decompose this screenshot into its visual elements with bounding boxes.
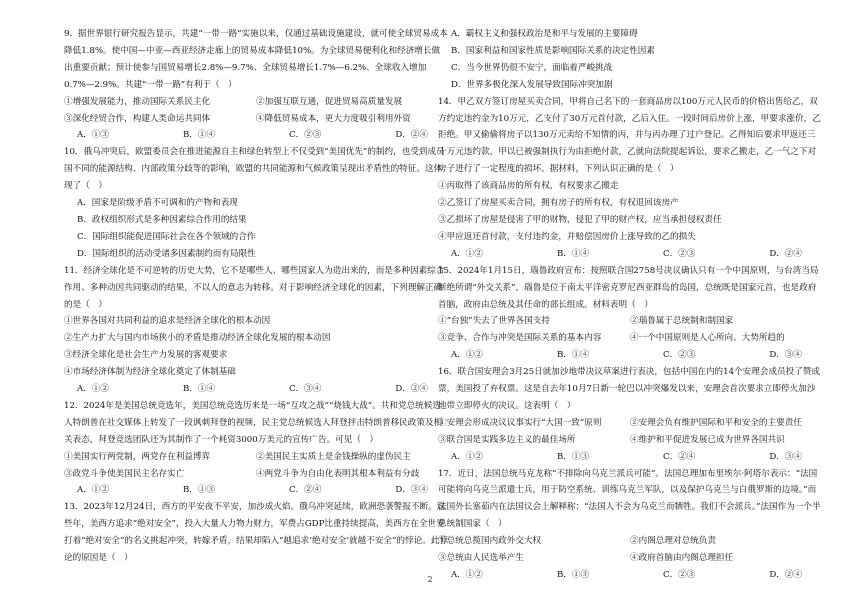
statement-row xyxy=(438,415,822,432)
statement-row xyxy=(64,449,448,466)
answer-option: C．②④ xyxy=(289,485,322,496)
statement-row xyxy=(64,466,448,483)
statement-item: ②瑙鲁属于总统制和制国家 xyxy=(630,316,734,327)
answer-choice: B．国家利益和国家性质是影响国际关系的决定性因素 xyxy=(451,45,655,56)
answer-option: A．①③ xyxy=(77,130,109,141)
question-text: 12．2024年是美国总统竞选年，美国总统竞选历来是一场“互攻之战”“烧钱大战”。共和党总统候选人特朗普在社交媒体上转发了一段讽刺拜登的视频，民主党总统候选人拜登抨击特朗普移民政策及相关表态，拜登竞选团队还为其制作了一个耗资3000万美元的宣传广告。可见（ ） xyxy=(64,400,443,445)
answer-option: D．②④ xyxy=(395,384,428,395)
answer-choice: D．国际组织的活动受诸多因素制约而有局限性 xyxy=(77,248,256,259)
statement-item: ④维护和平促进发展已成为世界各国共识 xyxy=(630,434,785,445)
statement-item: ④政府首脑由内阁总理担任 xyxy=(630,553,734,564)
question-text: ③乙损坏了房屋是侵害了甲的财物，侵犯了甲的财产权，应当承担侵权责任 xyxy=(438,214,722,225)
answer-options-row xyxy=(64,482,448,499)
question-text: 11．经济全球化是不可逆转的历史大势，它不是哪些人、哪些国家人为造出来的，而是多种因素综合作用、多种动因共同驱动的结果，不以人的意志为转移。对于影响经济全球化的因素，下列理解正确的是（ ） xyxy=(64,265,445,310)
answer-option: C．②③ xyxy=(663,570,696,580)
answer-option: C．②④ xyxy=(663,451,696,462)
question-text: ①世界各国对共同利益的追求是经济全球化的根本动因 xyxy=(64,316,271,327)
answer-choice: C．国际组织能促进国际社会在各个领域的合作 xyxy=(77,231,256,242)
statement-item: ③政党斗争使美国民主名存实亡 xyxy=(64,468,185,479)
answer-option: B．①④ xyxy=(182,130,216,141)
left-column xyxy=(64,26,448,567)
statement-row xyxy=(438,432,822,449)
answer-option: B．①④ xyxy=(556,350,590,361)
question-text: 10．俄乌冲突后，欧盟委员会在推进能源自主和绿色转型上不仅受到“美国优先”的制约，也受到成员国不同的能源结构、内部政策分歧等的影响，欧盟的共同能源和气候政策呈现出矛盾性的特征。这体现了（ ） xyxy=(64,147,445,192)
answer-option: B．①④ xyxy=(182,384,216,395)
question-text: ②生产力扩大与国内市场狭小的矛盾是推动经济全球化发展的根本动因 xyxy=(64,333,331,344)
answer-option: A．①② xyxy=(451,451,483,462)
answer-option: A．①② xyxy=(451,248,483,259)
statement-item: ①“台独”失去了世界各国支持 xyxy=(438,316,550,327)
question-text: ①丙取得了该商品房的所有权，有权要求乙搬走 xyxy=(438,181,619,192)
statement-item: ③竞争、合作与冲突是国际关系的基本内容 xyxy=(438,333,602,344)
question-text: ③经济全球化是社会生产力发展的客观要求 xyxy=(64,350,228,361)
answer-choice: A．霸权主义和强权政治是和平与发展的主要障碍 xyxy=(451,29,638,39)
statement-item: ①安理会形成决议议事实行“大国一致”原则 xyxy=(438,417,602,428)
statement-item: ①美国实行两党制，两党存在利益博弈 xyxy=(64,451,211,462)
question-text: ②乙签订了房屋买卖合同，拥有房子的所有权，有权退回该房产 xyxy=(438,198,679,209)
right-column xyxy=(438,26,822,584)
answer-option: D．②④ xyxy=(395,130,428,141)
statement-item: ④两党斗争为自由化表明其根本利益有分歧 xyxy=(256,468,420,479)
statement-row xyxy=(438,550,822,567)
question-text: ④市场经济体制为经济全球化奠定了体制基础 xyxy=(64,367,236,378)
answer-options-row xyxy=(64,381,448,398)
answer-option: D．③④ xyxy=(395,485,428,496)
statement-item: ②美国民主实质上是金钱操纵的虚伪民主 xyxy=(256,451,411,462)
answer-option: B．①③ xyxy=(556,570,590,580)
statement-row xyxy=(64,111,448,128)
answer-option: A．①② xyxy=(451,350,483,361)
statement-item: ②加强互联互通，促进贸易高质量发展 xyxy=(256,96,403,107)
statement-row xyxy=(438,313,822,330)
statement-item: ④一个中国原则是人心所向、大势所趋的 xyxy=(630,333,785,344)
question-text: 16．联合国安理会3月25日就加沙地带决议草案进行表决，包括中国在内的14个安理会成员投了赞成票，美国投了弃权票。这是自去年10月7日新一轮巴以冲突爆发以来，安理会首次要求立即停火加沙地带立即停火的决议。这表明（ ） xyxy=(438,367,821,411)
answer-choice: C．当今世界仍很不安宁，面临着严峻挑战 xyxy=(451,62,613,73)
answer-choice: A．国家是阶级矛盾不可调和的产物和表现 xyxy=(77,198,238,209)
question-text: ④甲应返还首付款，支付违约金，并赔偿因房价上涨导致的乙的损失 xyxy=(438,231,696,242)
answer-options-row xyxy=(438,449,822,466)
answer-option: A．①② xyxy=(77,485,109,496)
question-text: 14．甲乙双方签订房屋买卖合同，甲将自己名下的一套商品房以100万元人民币的价格出售给乙，双方约定违约金为10万元，乙支付了30万元首付款，乙后入住。一段时间后房价上涨，甲要求涨价，乙拒绝。甲又偷偷将房子以130万元卖给不知情的丙，并与丙办理了过户登记。乙得知后要求甲返还三十万元违约款，甲以已被强制执行为由拒绝付款，乙就向法院提起诉讼，要求乙搬走，乙一气之下对房子进行了一定程度的损坏。据材料，下列认识正确的是（ ） xyxy=(438,96,821,175)
answer-option: C．②③ xyxy=(663,248,696,259)
statement-item: ②安理会负有维护国际和平和安全的主要责任 xyxy=(630,417,802,428)
statement-item: ③深化经贸合作，构建人类命运共同体 xyxy=(64,113,211,124)
answer-option: B．①③ xyxy=(182,485,216,496)
answer-option: A．①② xyxy=(77,384,109,395)
answer-option: C．②③ xyxy=(289,130,322,141)
question-text: 17．近日，法国总统马克龙称“不排除向乌克兰派兵可能”。法国总理加布里埃尔·阿塔尔表示：“法国可能将向乌克兰派遣士兵，用于防空系统、训练乌克兰军队，以及保护乌克兰与白俄罗斯的边境。”而法国外长塞茹内在法国议会上解释称：“法国人不会为乌克兰而牺牲。我们不会派兵。”法国作为一个半总统制国家（ ） xyxy=(438,468,821,530)
answer-choice: B．政权组织形式是多种因素综合作用的结果 xyxy=(77,214,247,225)
statement-row xyxy=(64,94,448,111)
question-text: 15．2024年1月15日，瑙鲁政府宣布：按照联合国2758号决议确认只有一个中国原则，与台湾当局断绝所谓“外交关系”，瑙鲁是位于南太平洋密克罗尼西亚群岛的岛国，总统既是国家元首，也是政府首脑，政府由总统及其任命的部长组成。材料表明（ ） xyxy=(438,265,819,310)
statement-item: ③总统由人民选举产生 xyxy=(438,553,524,564)
statement-item: ①总统总揽国内政外交大权 xyxy=(438,536,542,547)
answer-option: D．②④ xyxy=(769,570,802,580)
answer-options-row xyxy=(438,347,822,364)
answer-option: D．③④ xyxy=(769,350,802,361)
answer-option: D．②④ xyxy=(769,248,802,259)
answer-option: A．①② xyxy=(451,570,483,580)
statement-item: ④降低贸易成本，更大力度吸引利用外资 xyxy=(256,113,411,124)
statement-row xyxy=(438,533,822,550)
statement-item: ③联合国是实践多边主义的最佳场所 xyxy=(438,434,576,445)
answer-option: D．③④ xyxy=(769,451,802,462)
answer-choice: D．世界多极化深入发展导致国际冲突加剧 xyxy=(451,79,613,90)
page-number: 2 xyxy=(427,575,433,584)
answer-option: C．②③ xyxy=(663,350,696,361)
answer-options-row xyxy=(64,127,448,144)
answer-option: B．①④ xyxy=(556,248,590,259)
statement-item: ②内阁总理对总统负责 xyxy=(630,536,716,547)
question-text: 13．2023年12月24日，西方的平安夜不平安，加沙成火焰。俄乌冲突延续，欧洲恐袭警报不断。这些年，美西方追求“绝对安全”，投入大量人力物力财力，军费占GDP比重持续提高，美西方在全世界打着“绝对安全”的名义挑起冲突，转嫁矛盾，结果却陷入“越追求‘绝对安全’就越不安全”的悖论。此悖论的原因是（ ） xyxy=(64,502,448,564)
answer-option: C．③④ xyxy=(289,384,322,395)
statement-row xyxy=(438,330,822,347)
answer-option: B．①③ xyxy=(556,451,590,462)
question-text: 9．据世界银行研究报告显示，共建“一带一路”实施以来，仅通过基础设施建设，就可使全球贸易成本降低1.8%。使中国—中亚—西亚经济走廊上的贸易成本降低10%。为全球贸易便利化和经济增长做出重要贡献；预计使参与国贸易增长2.8%—9.7%、全球贸易增长1.7%—6.2%、全球收入增加0.7%—2.9%。共建“一带一路”有利于（ ） xyxy=(64,29,448,90)
answer-options-row xyxy=(438,246,822,263)
statement-item: ①增强发展能力，推动国际关系民主化 xyxy=(64,96,211,107)
